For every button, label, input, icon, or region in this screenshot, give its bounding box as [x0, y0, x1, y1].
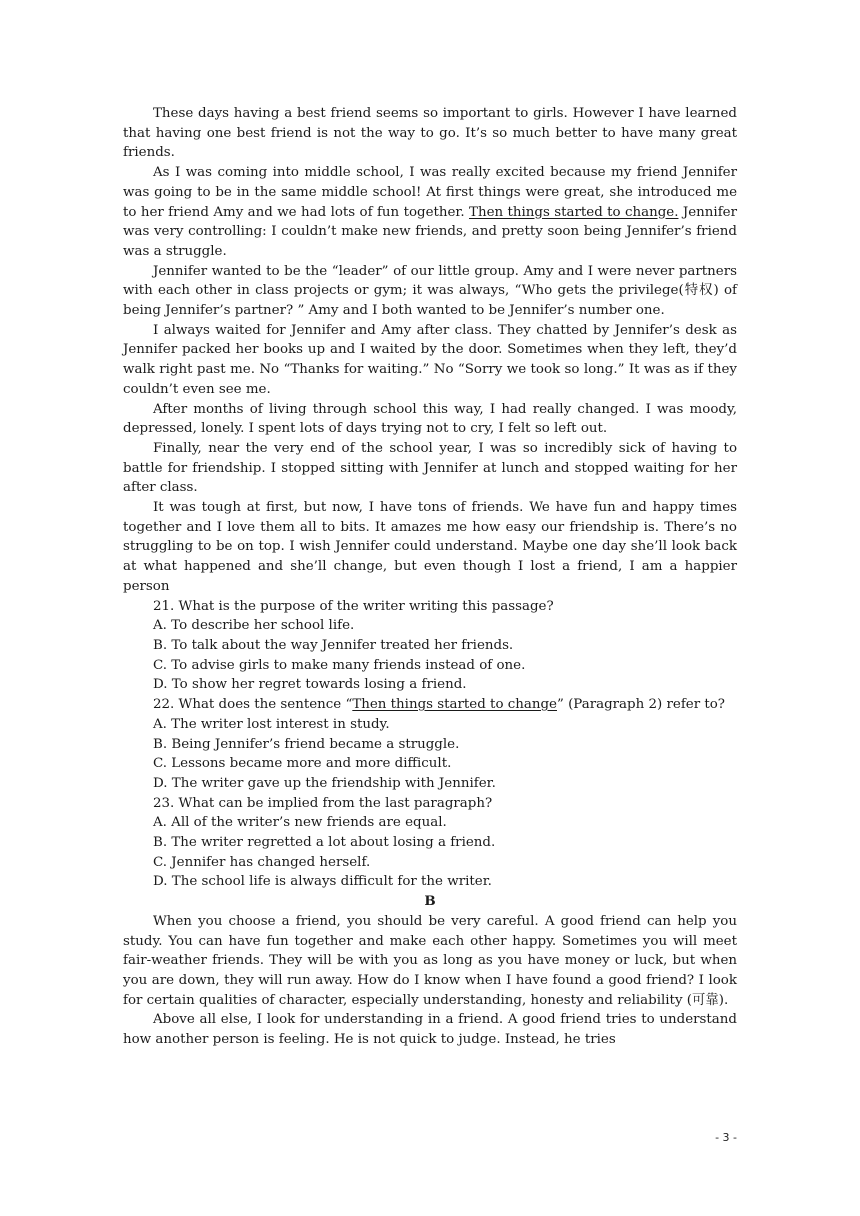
answer-option: B. Being Jennifer’s friend became a struggle. — [153, 736, 460, 752]
question-text: 22. What does the sentence “ — [153, 697, 353, 713]
paragraph: Finally, near the very end of the school year, I was so incredibly sick of having to battle for friendship. I stopped sitting with Jennifer at lunch and stopped waiting for her after class. — [123, 440, 737, 496]
question-stem: 23. What can be implied from the last paragraph? — [153, 795, 493, 811]
paragraph: Jennifer wanted to be the “leader” of our little group. Amy and I were never partners with each other in class projects or gym; it was always, “Who gets the privilege(特权) of being Jennifer’s partner? ” Amy and I both wanted to be Jennifer’s number one. — [123, 263, 737, 319]
question-stem: 21. What is the purpose of the writer writing this passage? — [153, 598, 554, 614]
answer-option: A. To describe her school life. — [153, 618, 355, 634]
answer-option: B. The writer regretted a lot about losing a friend. — [153, 835, 496, 851]
answer-option: C. To advise girls to make many friends instead of one. — [153, 657, 526, 673]
section-heading: B — [424, 893, 436, 910]
paragraph: It was tough at first, but now, I have tons of friends. We have fun and happy times together and I love them all to bits. It amazes me how easy our friendship is. There’s no struggling to be on top. I wish Jennifer could understand. Maybe one day she’ll look back at what happened and she’ll change, but even though I lost a friend, I am a happier person — [123, 500, 737, 594]
question-text: ” (Paragraph 2) refer to? — [556, 697, 725, 713]
answer-option: A. All of the writer’s new friends are equal. — [153, 815, 447, 831]
paragraph: I always waited for Jennifer and Amy after class. They chatted by Jennifer’s desk as Jennifer packed her books up and I waited by the door. Sometimes when they left, they’d walk right past me. No “Thanks for waiting.” No “Sorry we took so long.” It was as if they couldn’t even see me. — [123, 322, 737, 397]
paragraph: After months of living through school this way, I had really changed. I was moody, depressed, lonely. I spent lots of days trying not to cry, I felt so left out. — [123, 401, 737, 437]
paragraph-text: As I was coming into middle school, I was really excited because my friend Jennifer was going to be in the same middle school! At first things were great, she introduced me to her friend Amy and we had lots of fun together. — [123, 165, 737, 220]
answer-option: D. The school life is always difficult for the writer. — [153, 874, 492, 890]
paragraph: When you choose a friend, you should be very careful. A good friend can help you study. You can have fun together and make each other happy. Sometimes you will meet fair-weather friends. They will be with you as long as you have money or luck, but when you are down, they will run away. How do I know when I have found a good friend? I look for certain qualities of character, especially understanding, honesty and reliability (可靠). — [123, 913, 737, 1008]
answer-option: A. The writer lost interest in study. — [153, 716, 390, 732]
answer-option: C. Jennifer has changed herself. — [153, 854, 371, 870]
answer-option: C. Lessons became more and more difficult. — [153, 756, 452, 772]
answer-option: D. The writer gave up the friendship with Jennifer. — [153, 775, 496, 791]
answer-option: B. To talk about the way Jennifer treated her friends. — [153, 637, 514, 653]
page-number: - 3 - — [715, 1131, 737, 1144]
underlined-quote: Then things started to change — [352, 697, 557, 713]
document-page — [123, 104, 737, 1050]
paragraph-text: Jennifer was very controlling: I couldn’t make new friends, and pretty soon being Jennifer’s friend was a struggle. — [123, 204, 737, 259]
question-stem — [123, 695, 737, 715]
underlined-sentence: Then things started to change. — [469, 204, 679, 220]
paragraph: These days having a best friend seems so important to girls. However I have learned that having one best friend is not the way to go. It’s so much better to have many great friends. — [123, 106, 737, 161]
answer-option: D. To show her regret towards losing a friend. — [153, 677, 467, 693]
paragraph: Above all else, I look for understanding in a friend. A good friend tries to understand how another person is feeling. He is not quick to judge. Instead, he tries — [123, 1012, 737, 1048]
paragraph — [123, 163, 737, 262]
